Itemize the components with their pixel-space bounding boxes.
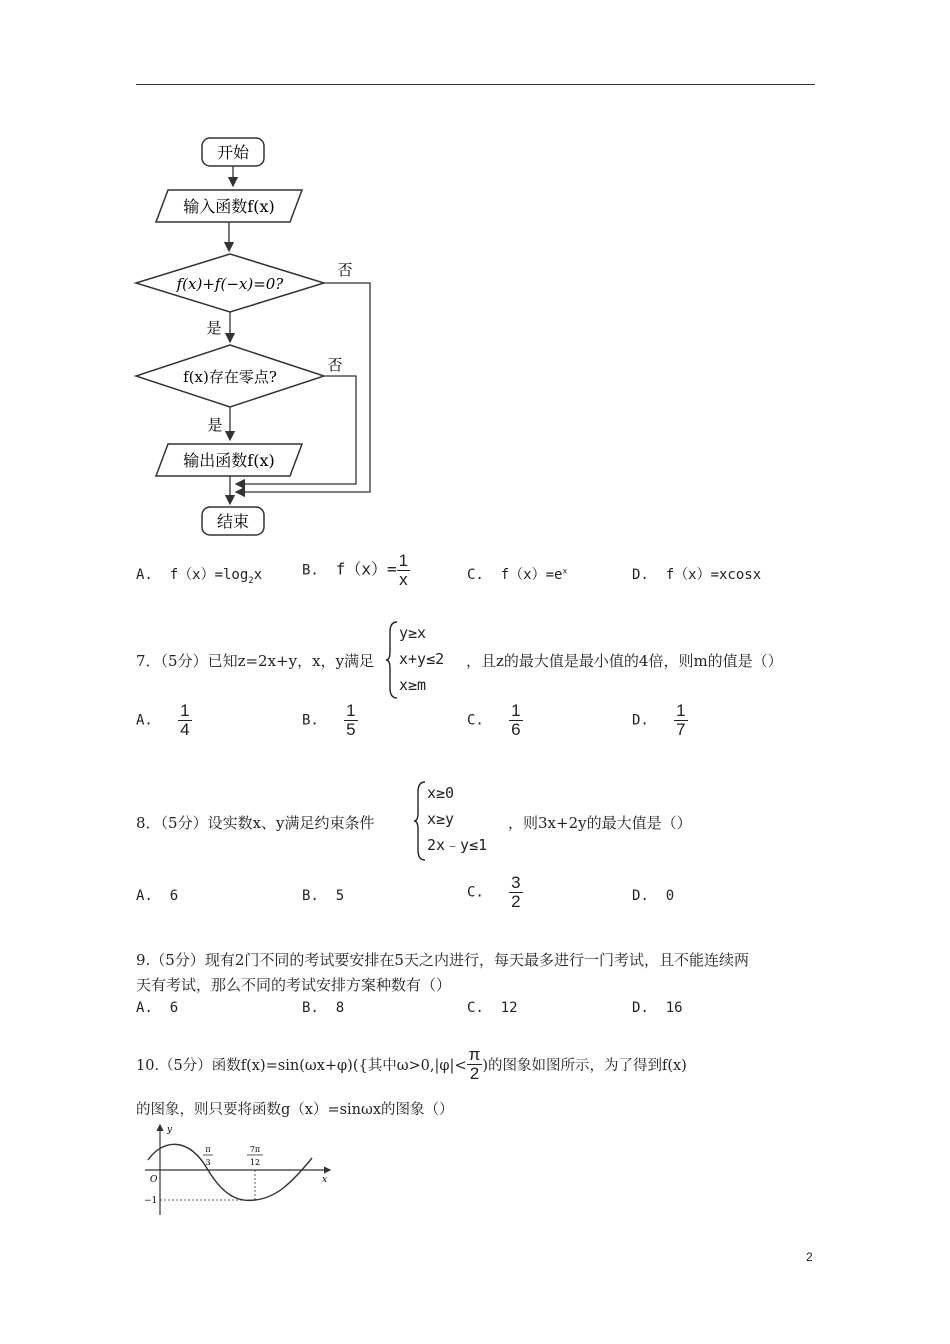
- q9-option-c: C. 12: [467, 1000, 518, 1016]
- q8-suffix: ，则3x+2y的最大值是（）: [508, 814, 692, 832]
- decision-1-label: f(x)+f(−x)=0?: [176, 275, 284, 293]
- no-label-2: 否: [327, 356, 343, 374]
- q7-system: [399, 620, 444, 698]
- y-min-label: −1: [144, 1196, 158, 1206]
- no-label-1: 否: [337, 261, 353, 279]
- x-axis-label: x: [322, 1175, 328, 1185]
- q7-option-d: D. $\frac{1}{7}$: [632, 701, 686, 739]
- start-label: 开始: [216, 143, 250, 162]
- q8-prefix: 8．（5分）设实数x、y满足约束条件: [136, 814, 375, 832]
- yes-label-1: 是: [206, 319, 222, 337]
- q7-prefix: 7．（5分）已知z=2x+y，x，y满足: [136, 652, 375, 670]
- q9-option-b: B. 8: [302, 1000, 345, 1016]
- q7-constraint-1: y≥x: [399, 624, 427, 642]
- svg-text:7π: 7π: [249, 1145, 261, 1154]
- q9-line-1: 9.（5分）现有2门不同的考试要安排在5天之内进行，每天最多进行一门考试，且不能连续两: [136, 951, 749, 969]
- sine-graph: [140, 1120, 340, 1218]
- q10-line-2: 的图象，则只要将函数g（x）=sinωx的图象（）: [136, 1102, 454, 1118]
- q7-constraint-3: x≥m: [399, 676, 427, 694]
- q9-option-d: D. 16: [632, 1000, 683, 1016]
- q8-option-d: D. 0: [632, 888, 675, 904]
- q6-option-b: B. f（x）= $\frac{1}{x}$: [302, 551, 409, 589]
- q6-option-d: D. f（x）=xcosx: [632, 567, 762, 583]
- svg-text:12: 12: [249, 1158, 261, 1167]
- flowchart: [130, 130, 390, 540]
- y-axis-label: y: [167, 1125, 173, 1135]
- page-number: 2: [806, 1250, 813, 1264]
- output-label: 输出函数f(x): [183, 451, 275, 470]
- q8-constraint-3: 2x﹣y≤1: [427, 836, 488, 854]
- fraction: $\frac{\pi}{2}$: [468, 1045, 481, 1083]
- end-label: 结束: [216, 512, 250, 531]
- svg-text:3: 3: [205, 1158, 211, 1167]
- header-rule: [136, 84, 815, 85]
- q8-brace: [413, 780, 427, 862]
- q8-constraint-2: x≥y: [427, 810, 455, 828]
- sine-curve: [148, 1144, 312, 1200]
- q9-option-a: A. 6: [136, 1000, 179, 1016]
- q10-line-1: 10.（5分）函数f(x)=sin(ωx+φ)({其中ω>0,|φ|< $\frac{\pi}{2}$ )的图象如图所示，为了得到f(x): [136, 1045, 687, 1083]
- input-label: 输入函数f(x): [183, 197, 275, 216]
- q7-suffix: ，且z的最大值是最小值的4倍，则m的值是（）: [466, 652, 783, 670]
- q8-option-c: C. $\frac{3}{2}$: [467, 873, 521, 911]
- q7-constraint-2: x+y≤2: [399, 650, 445, 668]
- q7-option-a: A. $\frac{1}{4}$: [136, 701, 190, 739]
- decision-2-label: f(x)存在零点?: [183, 368, 277, 386]
- yes-label-2: 是: [207, 416, 223, 434]
- q7-brace: [385, 620, 399, 700]
- svg-text:π: π: [205, 1145, 211, 1154]
- origin-label: O: [150, 1175, 158, 1185]
- q6-option-c: C. $f(x)=e^x$: [467, 566, 568, 583]
- q7-option-c: C. $\frac{1}{6}$: [467, 701, 521, 739]
- q8-system: [427, 780, 487, 858]
- q6-option-a: A. $f(x)=\log_2x$: [136, 567, 263, 586]
- q8-constraint-1: x≥0: [427, 784, 455, 802]
- fraction: $\frac{1}{x}$: [398, 551, 409, 589]
- q9-line-2: 天有考试，那么不同的考试安排方案种数有（）: [136, 976, 452, 994]
- q8-option-b: B. 5: [302, 888, 345, 904]
- q7-option-b: B. $\frac{1}{5}$: [302, 701, 356, 739]
- q8-option-a: A. 6: [136, 888, 179, 904]
